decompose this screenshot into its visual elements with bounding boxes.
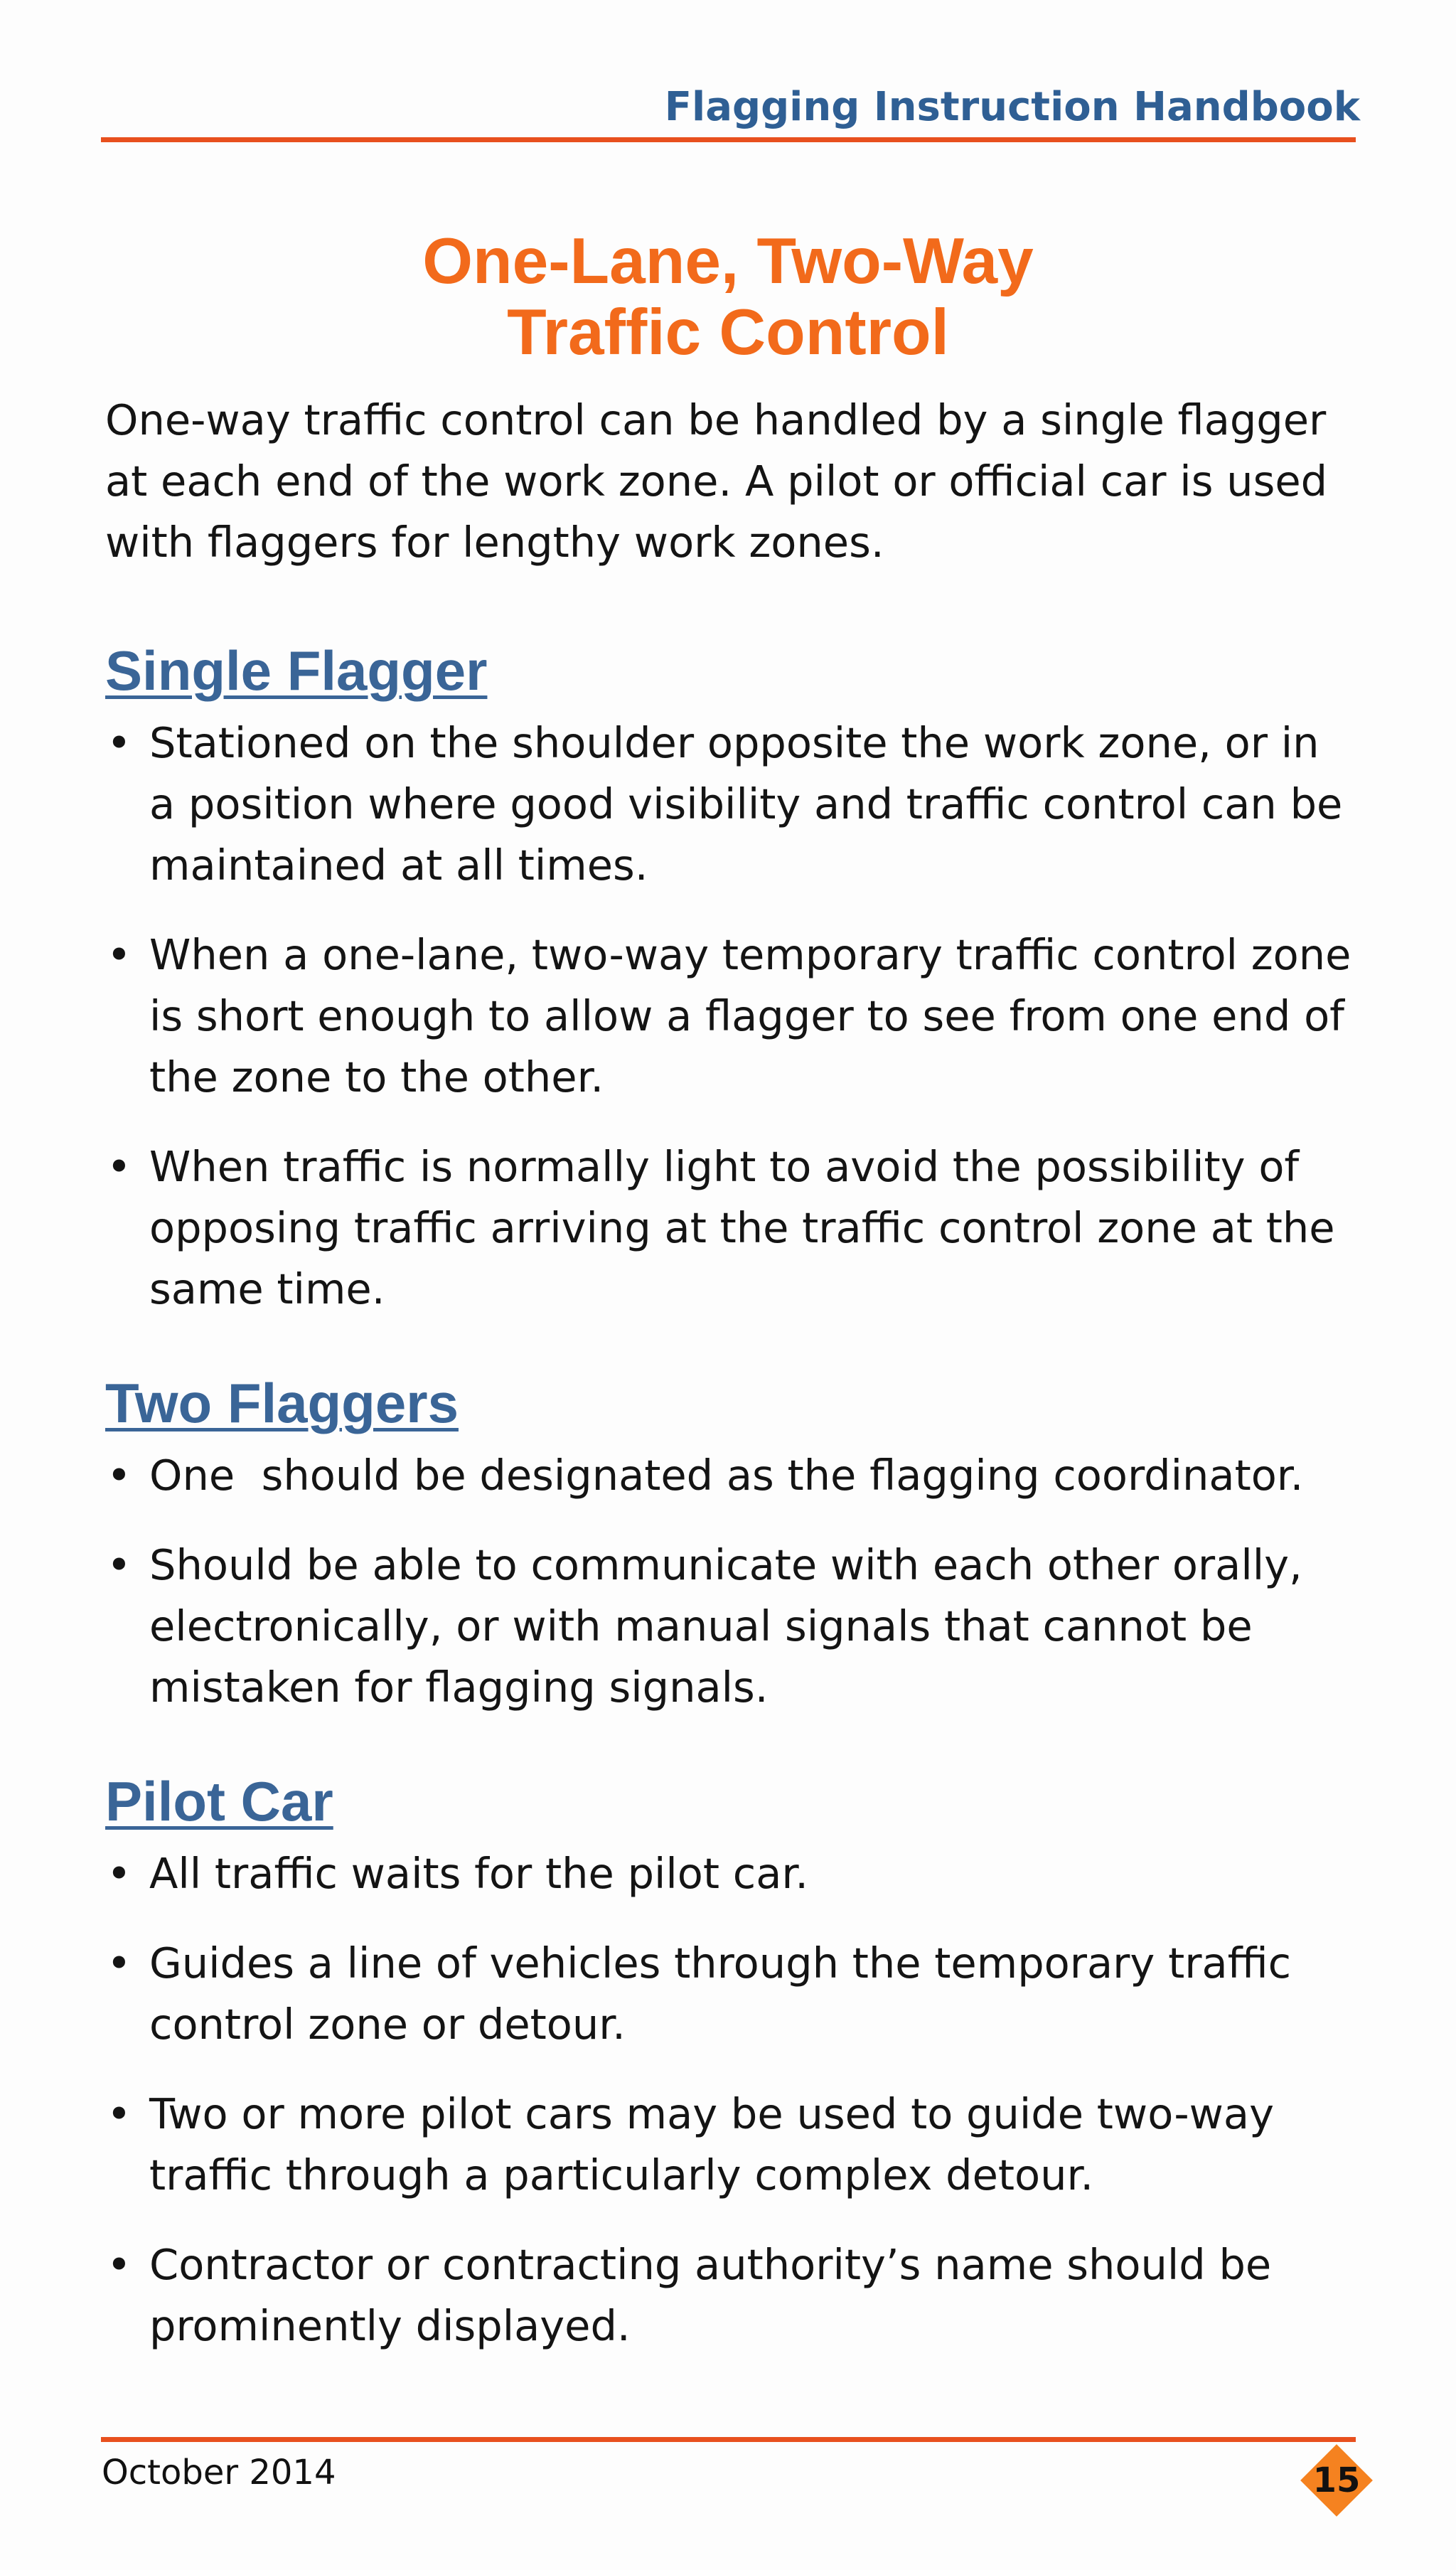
section-two-flaggers (105, 1371, 1356, 1718)
list-item (105, 2234, 1356, 2357)
bullet-icon: • (107, 2240, 132, 2289)
list-item (105, 1136, 1356, 1320)
bullet-icon: • (107, 1939, 132, 1988)
list-item (105, 713, 1356, 896)
list-item-text: Contractor or contracting authority’s name should be prominently displayed. (149, 2240, 1272, 2350)
running-header: Flagging Instruction Handbook (664, 84, 1360, 130)
page-title-line-1: One-Lane, Two-Way (422, 225, 1034, 297)
bullet-icon: • (107, 930, 132, 979)
list-item (105, 1535, 1356, 1718)
footer-date: October 2014 (102, 2453, 336, 2492)
section-heading-pilot-car: Pilot Car (105, 1770, 333, 1833)
list-item-text: When a one-lane, two-way temporary traffic control zone is short enough to allow a flagger to see from one end of the zone to the other. (149, 930, 1351, 1102)
single-flagger-list (105, 713, 1356, 1320)
list-item-text: Should be able to communicate with each other orally, electronically, or with manual signals that cannot be mistaken for flagging signals. (149, 1540, 1302, 1712)
list-item-text: All traffic waits for the pilot car. (149, 1849, 808, 1898)
list-item (105, 924, 1356, 1108)
section-single-flagger (105, 639, 1356, 1320)
bullet-icon: • (107, 1540, 132, 1589)
bullet-icon: • (107, 1451, 132, 1500)
section-heading-single-flagger: Single Flagger (105, 639, 488, 702)
list-item (105, 1933, 1356, 2055)
bullet-icon: • (107, 2089, 132, 2138)
bullet-icon: • (107, 1849, 132, 1898)
list-item-text: Stationed on the shoulder opposite the work zone, or in a position where good visibility and traffic control can be maintained at all times. (149, 718, 1343, 890)
bullet-icon: • (107, 1142, 132, 1191)
page-number-badge (1298, 2442, 1375, 2519)
intro-paragraph: One-way traffic control can be handled by a single flagger at each end of the work zone. A pilot or official car is used with flaggers for lengthy work zones. (105, 395, 1328, 567)
header-rule (101, 137, 1356, 142)
section-heading-two-flaggers: Two Flaggers (105, 1372, 459, 1434)
list-item-text: Guides a line of vehicles through the temporary traffic control zone or detour. (149, 1939, 1292, 2049)
page-number: 15 (1312, 2460, 1361, 2500)
pilot-car-list (105, 1843, 1356, 2357)
section-pilot-car (105, 1769, 1356, 2357)
list-item (105, 2084, 1356, 2206)
list-item (105, 1445, 1356, 1506)
list-item-text: One should be designated as the flagging coordinator. (149, 1451, 1304, 1500)
list-item-text: When traffic is normally light to avoid the possibility of opposing traffic arriving at the traffic control zone at the same time. (149, 1142, 1335, 1313)
bullet-icon: • (107, 718, 132, 767)
page-body (105, 390, 1356, 2385)
page-title-line-2: Traffic Control (507, 297, 949, 368)
two-flaggers-list (105, 1445, 1356, 1718)
footer-rule (101, 2437, 1356, 2442)
list-item (105, 1843, 1356, 1904)
page-title (0, 226, 1456, 368)
list-item-text: Two or more pilot cars may be used to guide two-way traffic through a particularly complex detour. (149, 2089, 1274, 2200)
